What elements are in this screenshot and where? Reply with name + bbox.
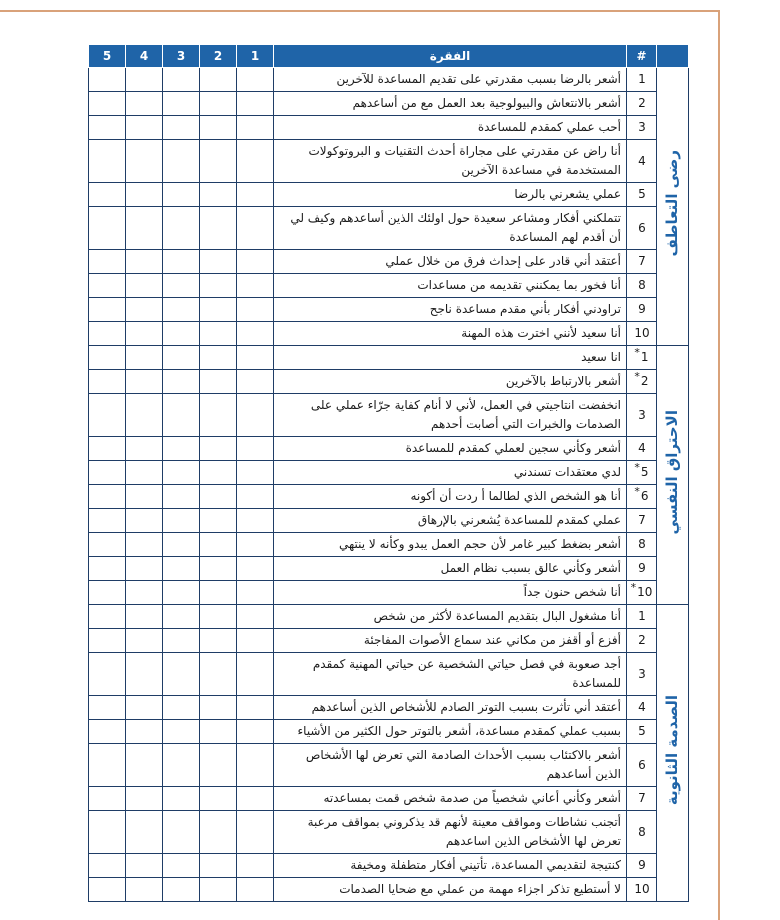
- item-statement: أشعر بالارتباط بالآخرين: [274, 370, 627, 394]
- item-statement: أشعر وكأني أعاني شخصياً من صدمة شخص قمت بمساعدته: [274, 787, 627, 811]
- rating-cell-4[interactable]: [126, 437, 163, 461]
- rating-cell-5[interactable]: [89, 854, 126, 878]
- rating-cell-3[interactable]: [163, 557, 200, 581]
- table-row: [89, 878, 689, 902]
- rating-cell-5[interactable]: [89, 394, 126, 437]
- rating-cell-5[interactable]: [89, 346, 126, 370]
- item-number-cell: [627, 370, 657, 394]
- rating-cell-2[interactable]: [200, 322, 237, 346]
- rating-cell-4[interactable]: [126, 720, 163, 744]
- item-statement: أشعر بالانتعاش والبيولوجية بعد العمل مع من أساعدهم: [274, 92, 627, 116]
- section-title: رضى التعاطف: [663, 150, 681, 257]
- header-item: الفقرة: [274, 45, 627, 68]
- item-statement: انا سعيد: [274, 346, 627, 370]
- rating-cell-1[interactable]: [237, 92, 274, 116]
- item-number-cell: [627, 183, 657, 207]
- section-label-cell: [657, 68, 689, 346]
- rating-cell-1[interactable]: [237, 322, 274, 346]
- item-statement: أنا فخور بما يمكنني تقديمه من مساعدات: [274, 274, 627, 298]
- rating-cell-4[interactable]: [126, 140, 163, 183]
- table-row: [89, 581, 689, 605]
- rating-cell-1[interactable]: [237, 653, 274, 696]
- header-scale-3: 3: [163, 45, 200, 68]
- rating-cell-2[interactable]: [200, 744, 237, 787]
- table-row: [89, 605, 689, 629]
- item-number: 3: [638, 407, 646, 422]
- rating-cell-1[interactable]: [237, 274, 274, 298]
- item-number: 4: [638, 441, 646, 455]
- table-row: [89, 744, 689, 787]
- rating-cell-5[interactable]: [89, 207, 126, 250]
- rating-cell-5[interactable]: [89, 787, 126, 811]
- table-row: [89, 68, 689, 92]
- rating-cell-2[interactable]: [200, 878, 237, 902]
- rating-cell-5[interactable]: [89, 605, 126, 629]
- item-statement: أتجنب نشاطات ومواقف معينة لأنهم قد يذكروني بمواقف مرعبة تعرض لها الأشخاص الذين اساعدهم: [274, 811, 627, 854]
- table-row: [89, 183, 689, 207]
- item-number: 8: [638, 824, 646, 839]
- item-number: 7: [638, 513, 646, 527]
- item-number: 8: [638, 278, 646, 292]
- table-row: [89, 787, 689, 811]
- item-statement: عملي يشعرني بالرضا: [274, 183, 627, 207]
- rating-cell-2[interactable]: [200, 274, 237, 298]
- rating-cell-3[interactable]: [163, 605, 200, 629]
- rating-cell-1[interactable]: [237, 854, 274, 878]
- rating-cell-1[interactable]: [237, 878, 274, 902]
- rating-cell-4[interactable]: [126, 207, 163, 250]
- rating-cell-5[interactable]: [89, 878, 126, 902]
- reverse-scored-marker: *: [634, 461, 640, 474]
- item-number-cell: [627, 298, 657, 322]
- item-statement: أعتقد أني تأثرت بسبب التوتر الصادم للأشخاص الذين أساعدهم: [274, 696, 627, 720]
- rating-cell-1[interactable]: [237, 68, 274, 92]
- rating-cell-1[interactable]: [237, 183, 274, 207]
- rating-cell-4[interactable]: [126, 394, 163, 437]
- rating-cell-4[interactable]: [126, 298, 163, 322]
- rating-cell-2[interactable]: [200, 116, 237, 140]
- rating-cell-1[interactable]: [237, 394, 274, 437]
- item-statement: أنا هو الشخص الذي لطالما أ ردت أن أكونه: [274, 485, 627, 509]
- rating-cell-4[interactable]: [126, 183, 163, 207]
- section-title: الاحتراق النفسي: [663, 409, 681, 535]
- table-row: [89, 437, 689, 461]
- rating-cell-1[interactable]: [237, 250, 274, 274]
- item-number-cell: [627, 346, 657, 370]
- rating-cell-1[interactable]: [237, 298, 274, 322]
- table-row: [89, 696, 689, 720]
- rating-cell-1[interactable]: [237, 581, 274, 605]
- table-header-row: [89, 45, 689, 68]
- rating-cell-4[interactable]: [126, 581, 163, 605]
- table-row: [89, 811, 689, 854]
- rating-cell-2[interactable]: [200, 437, 237, 461]
- rating-cell-3[interactable]: [163, 68, 200, 92]
- table-row: [89, 720, 689, 744]
- item-statement: أعتقد أني قادر على إحداث فرق من خلال عملي: [274, 250, 627, 274]
- rating-cell-3[interactable]: [163, 322, 200, 346]
- rating-cell-4[interactable]: [126, 370, 163, 394]
- item-number-cell: [627, 461, 657, 485]
- item-number-cell: [627, 485, 657, 509]
- item-number: 6: [640, 489, 649, 503]
- rating-cell-5[interactable]: [89, 183, 126, 207]
- item-number-cell: [627, 811, 657, 854]
- item-statement: أشعر بالرضا بسبب مقدرتي على تقديم المساعدة للآخرين: [274, 68, 627, 92]
- rating-cell-1[interactable]: [237, 116, 274, 140]
- rating-cell-3[interactable]: [163, 720, 200, 744]
- item-number-cell: [627, 653, 657, 696]
- item-number-cell: [627, 207, 657, 250]
- rating-cell-1[interactable]: [237, 605, 274, 629]
- rating-cell-2[interactable]: [200, 787, 237, 811]
- rating-cell-5[interactable]: [89, 298, 126, 322]
- rating-cell-3[interactable]: [163, 140, 200, 183]
- rating-cell-3[interactable]: [163, 485, 200, 509]
- item-number: 4: [638, 153, 646, 168]
- item-number: 6: [638, 757, 646, 772]
- rating-cell-3[interactable]: [163, 183, 200, 207]
- rating-cell-5[interactable]: [89, 557, 126, 581]
- rating-cell-2[interactable]: [200, 581, 237, 605]
- page-frame-top-border: [0, 10, 720, 12]
- rating-cell-3[interactable]: [163, 346, 200, 370]
- item-statement: أنا راض عن مقدرتي على مجاراة أحدث التقنيات و البروتوكولات المستخدمة في مساعدة الآخرين: [274, 140, 627, 183]
- rating-cell-3[interactable]: [163, 744, 200, 787]
- rating-cell-1[interactable]: [237, 140, 274, 183]
- rating-cell-2[interactable]: [200, 605, 237, 629]
- item-number-cell: [627, 787, 657, 811]
- rating-cell-2[interactable]: [200, 298, 237, 322]
- item-number-cell: [627, 322, 657, 346]
- rating-cell-2[interactable]: [200, 346, 237, 370]
- rating-cell-4[interactable]: [126, 509, 163, 533]
- header-scale-4: 4: [126, 45, 163, 68]
- reverse-scored-marker: *: [634, 370, 640, 383]
- reverse-scored-marker: *: [634, 485, 640, 498]
- rating-cell-1[interactable]: [237, 720, 274, 744]
- rating-cell-4[interactable]: [126, 116, 163, 140]
- item-number-cell: [627, 140, 657, 183]
- rating-cell-4[interactable]: [126, 322, 163, 346]
- rating-cell-1[interactable]: [237, 533, 274, 557]
- item-number: 3: [638, 120, 646, 134]
- item-statement: بسبب عملي كمقدم مساعدة، أشعر بالتوتر حول الكثير من الأشياء: [274, 720, 627, 744]
- table-row: [89, 509, 689, 533]
- rating-cell-1[interactable]: [237, 696, 274, 720]
- item-number-cell: [627, 116, 657, 140]
- item-number: 10: [634, 882, 650, 896]
- rating-cell-5[interactable]: [89, 461, 126, 485]
- item-number: 5: [638, 187, 646, 201]
- rating-cell-2[interactable]: [200, 509, 237, 533]
- item-number: 9: [638, 561, 646, 575]
- reverse-scored-marker: *: [630, 581, 637, 594]
- rating-cell-2[interactable]: [200, 394, 237, 437]
- rating-cell-3[interactable]: [163, 533, 200, 557]
- item-number-cell: [627, 394, 657, 437]
- item-number-cell: [627, 878, 657, 902]
- rating-cell-4[interactable]: [126, 744, 163, 787]
- item-statement: أشعر وكأني سجين لعملي كمقدم للمساعدة: [274, 437, 627, 461]
- rating-cell-3[interactable]: [163, 629, 200, 653]
- rating-cell-1[interactable]: [237, 787, 274, 811]
- rating-cell-1[interactable]: [237, 437, 274, 461]
- rating-cell-1[interactable]: [237, 370, 274, 394]
- item-number: 2: [638, 96, 646, 110]
- rating-cell-4[interactable]: [126, 605, 163, 629]
- item-number-cell: [627, 696, 657, 720]
- rating-cell-3[interactable]: [163, 696, 200, 720]
- rating-cell-2[interactable]: [200, 811, 237, 854]
- item-number: 8: [638, 537, 646, 551]
- header-index: #: [627, 45, 657, 68]
- rating-cell-4[interactable]: [126, 346, 163, 370]
- rating-cell-5[interactable]: [89, 68, 126, 92]
- rating-cell-2[interactable]: [200, 183, 237, 207]
- rating-cell-1[interactable]: [237, 509, 274, 533]
- rating-cell-2[interactable]: [200, 68, 237, 92]
- reverse-scored-marker: *: [634, 346, 640, 359]
- rating-cell-3[interactable]: [163, 787, 200, 811]
- item-statement: أنا مشغول البال بتقديم المساعدة لأكثر من شخص: [274, 605, 627, 629]
- item-statement: تراودني أفكار بأني مقدم مساعدة ناجح: [274, 298, 627, 322]
- rating-cell-2[interactable]: [200, 696, 237, 720]
- section-label-cell: [657, 346, 689, 605]
- item-number: 5: [638, 724, 646, 738]
- rating-cell-5[interactable]: [89, 250, 126, 274]
- rating-cell-2[interactable]: [200, 557, 237, 581]
- rating-cell-2[interactable]: [200, 92, 237, 116]
- header-scale-2: 2: [200, 45, 237, 68]
- rating-cell-3[interactable]: [163, 394, 200, 437]
- table-row: [89, 394, 689, 437]
- item-statement: عملي كمقدم للمساعدة يُشعرني بالإرهاق: [274, 509, 627, 533]
- rating-cell-5[interactable]: [89, 744, 126, 787]
- item-statement: تتملكني أفكار ومشاعر سعيدة حول اولئك الذين أساعدهم وكيف لي أن أقدم لهم المساعدة: [274, 207, 627, 250]
- header-scale-5: 5: [89, 45, 126, 68]
- item-number: 6: [638, 220, 646, 235]
- rating-cell-2[interactable]: [200, 461, 237, 485]
- table-row: [89, 274, 689, 298]
- item-number: 10: [634, 326, 650, 340]
- item-number: 1: [638, 72, 646, 86]
- rating-cell-3[interactable]: [163, 581, 200, 605]
- rating-cell-3[interactable]: [163, 370, 200, 394]
- item-number: 7: [638, 254, 646, 268]
- questionnaire-table: [88, 44, 689, 902]
- rating-cell-5[interactable]: [89, 653, 126, 696]
- rating-cell-1[interactable]: [237, 207, 274, 250]
- rating-cell-1[interactable]: [237, 461, 274, 485]
- table-row: [89, 207, 689, 250]
- item-number-cell: [627, 92, 657, 116]
- rating-cell-5[interactable]: [89, 811, 126, 854]
- rating-cell-5[interactable]: [89, 581, 126, 605]
- item-number-cell: [627, 720, 657, 744]
- item-statement: لدي معتقدات تسندني: [274, 461, 627, 485]
- item-number: 2: [640, 374, 649, 388]
- item-statement: أشعر بالاكتئاب بسبب الأحداث الصادمة التي تعرض لها الأشخاص الذين أساعدهم: [274, 744, 627, 787]
- rating-cell-4[interactable]: [126, 629, 163, 653]
- page-frame-right-border: [718, 10, 720, 920]
- rating-cell-2[interactable]: [200, 370, 237, 394]
- table-row: [89, 557, 689, 581]
- rating-cell-5[interactable]: [89, 274, 126, 298]
- rating-cell-2[interactable]: [200, 207, 237, 250]
- rating-cell-4[interactable]: [126, 696, 163, 720]
- rating-cell-1[interactable]: [237, 744, 274, 787]
- table-row: [89, 140, 689, 183]
- rating-cell-2[interactable]: [200, 533, 237, 557]
- rating-cell-5[interactable]: [89, 720, 126, 744]
- rating-cell-1[interactable]: [237, 346, 274, 370]
- rating-cell-5[interactable]: [89, 370, 126, 394]
- section-label-cell: [657, 605, 689, 902]
- table-row: [89, 298, 689, 322]
- section-title: الصدمة الثانوية: [663, 694, 681, 806]
- item-number: 2: [638, 633, 646, 647]
- rating-cell-5[interactable]: [89, 629, 126, 653]
- rating-cell-3[interactable]: [163, 92, 200, 116]
- rating-cell-2[interactable]: [200, 720, 237, 744]
- rating-cell-4[interactable]: [126, 653, 163, 696]
- item-number-cell: [627, 250, 657, 274]
- item-number-cell: [627, 629, 657, 653]
- rating-cell-3[interactable]: [163, 116, 200, 140]
- table-row: [89, 116, 689, 140]
- rating-cell-2[interactable]: [200, 653, 237, 696]
- table-row: [89, 485, 689, 509]
- item-number-cell: [627, 581, 657, 605]
- table-row: [89, 92, 689, 116]
- rating-cell-3[interactable]: [163, 250, 200, 274]
- item-number-cell: [627, 437, 657, 461]
- item-number-cell: [627, 68, 657, 92]
- item-number-cell: [627, 533, 657, 557]
- rating-cell-4[interactable]: [126, 92, 163, 116]
- item-number: 9: [638, 302, 646, 316]
- item-number: 4: [638, 700, 646, 714]
- table-row: [89, 854, 689, 878]
- item-number-cell: [627, 274, 657, 298]
- item-number-cell: [627, 557, 657, 581]
- rating-cell-5[interactable]: [89, 696, 126, 720]
- table-row: [89, 250, 689, 274]
- rating-cell-4[interactable]: [126, 557, 163, 581]
- table-row: [89, 322, 689, 346]
- item-statement: لا أستطيع تذكر اجزاء مهمة من عملي مع ضحايا الصدمات: [274, 878, 627, 902]
- item-number-cell: [627, 744, 657, 787]
- table-row: [89, 370, 689, 394]
- rating-cell-4[interactable]: [126, 533, 163, 557]
- item-statement: أشعر بضغط كبير غامر لأن حجم العمل يبدو وكأنه لا ينتهي: [274, 533, 627, 557]
- header-section-cell: [657, 45, 689, 68]
- rating-cell-3[interactable]: [163, 461, 200, 485]
- rating-cell-3[interactable]: [163, 811, 200, 854]
- item-number: 7: [638, 791, 646, 805]
- rating-cell-4[interactable]: [126, 250, 163, 274]
- rating-cell-5[interactable]: [89, 116, 126, 140]
- rating-cell-4[interactable]: [126, 68, 163, 92]
- rating-cell-5[interactable]: [89, 485, 126, 509]
- item-statement: كنتيجة لتقديمي المساعدة، تأتيني أفكار متطفلة ومخيفة: [274, 854, 627, 878]
- item-statement: انخفضت انتاجيتي في العمل، لأني لا أنام كفاية جرّاء عملي على الصدمات والخبرات التي أصابت أحدهم: [274, 394, 627, 437]
- table-row: [89, 346, 689, 370]
- rating-cell-5[interactable]: [89, 509, 126, 533]
- rating-cell-4[interactable]: [126, 274, 163, 298]
- header-scale-1: 1: [237, 45, 274, 68]
- rating-cell-2[interactable]: [200, 140, 237, 183]
- rating-cell-5[interactable]: [89, 92, 126, 116]
- rating-cell-3[interactable]: [163, 437, 200, 461]
- item-number-cell: [627, 605, 657, 629]
- table-row: [89, 461, 689, 485]
- rating-cell-3[interactable]: [163, 653, 200, 696]
- item-number: 1: [638, 609, 646, 623]
- rating-cell-1[interactable]: [237, 811, 274, 854]
- rating-cell-5[interactable]: [89, 322, 126, 346]
- table-row: [89, 653, 689, 696]
- rating-cell-5[interactable]: [89, 533, 126, 557]
- item-statement: أنا سعيد لأنني اخترت هذه المهنة: [274, 322, 627, 346]
- rating-cell-2[interactable]: [200, 250, 237, 274]
- rating-cell-3[interactable]: [163, 298, 200, 322]
- rating-cell-2[interactable]: [200, 854, 237, 878]
- item-statement: أنا شخص حنون جداً: [274, 581, 627, 605]
- item-number: 9: [638, 858, 646, 872]
- item-statement: أفزع أو أقفز من مكاني عند سماع الأصوات المفاجئة: [274, 629, 627, 653]
- rating-cell-1[interactable]: [237, 485, 274, 509]
- rating-cell-4[interactable]: [126, 461, 163, 485]
- table-row: [89, 533, 689, 557]
- rating-cell-4[interactable]: [126, 787, 163, 811]
- rating-cell-5[interactable]: [89, 140, 126, 183]
- rating-cell-1[interactable]: [237, 629, 274, 653]
- table-row: [89, 629, 689, 653]
- item-number-cell: [627, 854, 657, 878]
- item-number: 10: [637, 585, 653, 599]
- item-number: 1: [640, 350, 649, 364]
- item-statement: أحب عملي كمقدم للمساعدة: [274, 116, 627, 140]
- rating-cell-4[interactable]: [126, 854, 163, 878]
- rating-cell-2[interactable]: [200, 629, 237, 653]
- item-number-cell: [627, 509, 657, 533]
- rating-cell-3[interactable]: [163, 509, 200, 533]
- rating-cell-1[interactable]: [237, 557, 274, 581]
- rating-cell-4[interactable]: [126, 878, 163, 902]
- item-number: 5: [640, 465, 649, 479]
- item-statement: أجد صعوبة في فصل حياتي الشخصية عن حياتي المهنية كمقدم للمساعدة: [274, 653, 627, 696]
- rating-cell-5[interactable]: [89, 437, 126, 461]
- item-number: 3: [638, 666, 646, 681]
- rating-cell-3[interactable]: [163, 878, 200, 902]
- rating-cell-3[interactable]: [163, 207, 200, 250]
- rating-cell-4[interactable]: [126, 811, 163, 854]
- rating-cell-2[interactable]: [200, 485, 237, 509]
- rating-cell-3[interactable]: [163, 274, 200, 298]
- rating-cell-3[interactable]: [163, 854, 200, 878]
- item-statement: أشعر وكأني عالق بسبب نظام العمل: [274, 557, 627, 581]
- rating-cell-4[interactable]: [126, 485, 163, 509]
